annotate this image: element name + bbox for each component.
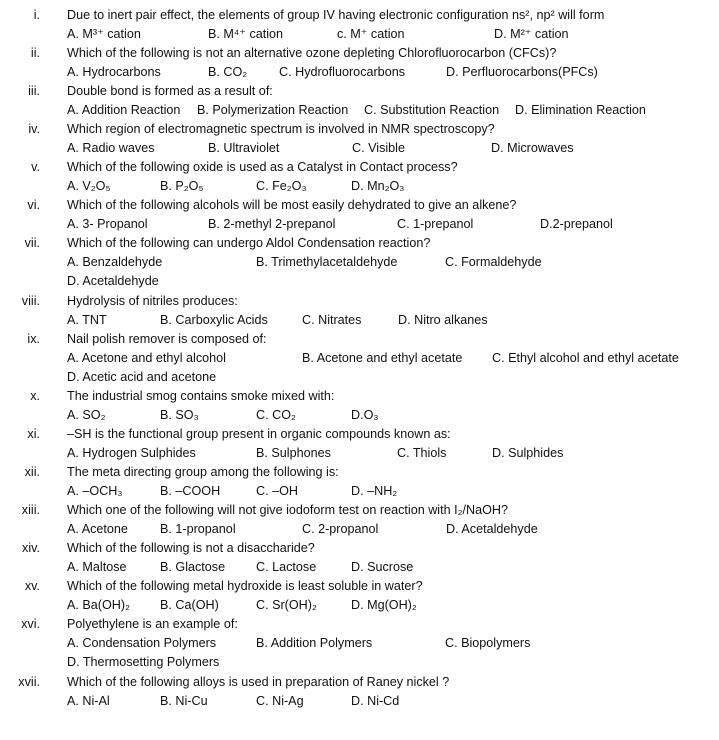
- answer-option[interactable]: A. Hydrogen Sulphides: [67, 446, 196, 460]
- question-text: Due to inert pair effect, the elements of group IV having electronic configuration ns², np² will form: [67, 8, 605, 22]
- answer-option[interactable]: B. CO₂: [208, 65, 248, 79]
- question-number: x.: [30, 389, 40, 403]
- answer-option[interactable]: A. Ba(OH)₂: [67, 598, 130, 612]
- answer-option[interactable]: D. Sucrose: [351, 560, 414, 574]
- answer-option[interactable]: D.O₃: [351, 408, 379, 422]
- answer-option[interactable]: C. Sr(OH)₂: [256, 598, 317, 612]
- question-text: –SH is the functional group present in organic compounds known as:: [67, 427, 451, 441]
- question-number: viii.: [21, 294, 40, 308]
- answer-option[interactable]: D. Sulphides: [492, 446, 564, 460]
- question-number: vi.: [27, 198, 40, 212]
- answer-option[interactable]: A. Maltose: [67, 560, 127, 574]
- answer-option[interactable]: B. 1-propanol: [160, 522, 236, 536]
- question-number: xv.: [24, 579, 40, 593]
- question-number: ix.: [27, 332, 40, 346]
- question-number: iv.: [28, 122, 40, 136]
- answer-option[interactable]: D. Perfluorocarbons(PFCs): [446, 65, 598, 79]
- answer-option[interactable]: D.2-prepanol: [540, 217, 613, 231]
- answer-option[interactable]: A. 3- Propanol: [67, 217, 148, 231]
- answer-option[interactable]: D. –NH₂: [351, 484, 398, 498]
- answer-option[interactable]: B. Sulphones: [256, 446, 331, 460]
- answer-option[interactable]: C. Visible: [352, 141, 405, 155]
- answer-option[interactable]: A. Acetone: [67, 522, 128, 536]
- question-text: Which of the following can undergo Aldol Condensation reaction?: [67, 236, 431, 250]
- question-text: Which of the following alcohols will be most easily dehydrated to give an alkene?: [67, 198, 517, 212]
- question-text: Polyethylene is an example of:: [67, 617, 238, 631]
- question-text: Which of the following alloys is used in preparation of Raney nickel ?: [67, 675, 450, 689]
- answer-option[interactable]: D. Nitro alkanes: [398, 313, 488, 327]
- answer-option[interactable]: A. TNT: [67, 313, 107, 327]
- answer-option[interactable]: A. Benzaldehyde: [67, 255, 163, 269]
- question-text: The industrial smog contains smoke mixed with:: [67, 389, 335, 403]
- answer-option[interactable]: C. Formaldehyde: [445, 255, 542, 269]
- answer-option[interactable]: B. Acetone and ethyl acetate: [302, 351, 463, 365]
- question-number: xvii.: [18, 675, 40, 689]
- answer-option[interactable]: A. SO₂: [67, 408, 106, 422]
- answer-option[interactable]: B. 2-methyl 2-prepanol: [208, 217, 336, 231]
- answer-option[interactable]: C. Substitution Reaction: [364, 103, 500, 117]
- answer-option[interactable]: B. SO₃: [160, 408, 199, 422]
- answer-option[interactable]: A. M³⁺ cation: [67, 27, 141, 41]
- question-number: xii.: [24, 465, 40, 479]
- answer-option[interactable]: D. Mg(OH)₂: [351, 598, 417, 612]
- question-number: xiii.: [21, 503, 40, 517]
- answer-option[interactable]: c. M⁺ cation: [337, 27, 405, 41]
- answer-option[interactable]: B. M⁴⁺ cation: [208, 27, 284, 41]
- answer-option[interactable]: B. Carboxylic Acids: [160, 313, 268, 327]
- answer-option[interactable]: D. Microwaves: [491, 141, 574, 155]
- answer-option[interactable]: C. Fe₂O₃: [256, 179, 307, 193]
- answer-option[interactable]: A. Addition Reaction: [67, 103, 181, 117]
- answer-option[interactable]: C. CO₂: [256, 408, 296, 422]
- answer-option[interactable]: A. V₂O₅: [67, 179, 111, 193]
- question-number: iii.: [28, 84, 40, 98]
- question-text: Which of the following metal hydroxide is least soluble in water?: [67, 579, 423, 593]
- answer-option[interactable]: C. 1-prepanol: [397, 217, 474, 231]
- answer-option[interactable]: B. –COOH: [160, 484, 221, 498]
- answer-option[interactable]: C. Nitrates: [302, 313, 362, 327]
- question-number: vii.: [24, 236, 40, 250]
- question-text: Which of the following is not an alternative ozone depleting Chlorofluorocarbon (CFCs)?: [67, 46, 557, 60]
- answer-option[interactable]: C. Lactose: [256, 560, 317, 574]
- answer-option[interactable]: D. Acetaldehyde: [446, 522, 538, 536]
- answer-option[interactable]: A. Radio waves: [67, 141, 155, 155]
- answer-option[interactable]: B. Polymerization Reaction: [197, 103, 349, 117]
- answer-option[interactable]: C. Ethyl alcohol and ethyl acetate: [492, 351, 679, 365]
- question-number: ii.: [30, 46, 40, 60]
- answer-option[interactable]: C. –OH: [256, 484, 298, 498]
- answer-option[interactable]: A. Condensation Polymers: [67, 636, 217, 650]
- answer-option[interactable]: A. Hydrocarbons: [67, 65, 161, 79]
- answer-option[interactable]: B. Ca(OH): [160, 598, 219, 612]
- question-text: Nail polish remover is composed of:: [67, 332, 267, 346]
- question-text: Hydrolysis of nitriles produces:: [67, 294, 238, 308]
- answer-option[interactable]: C. 2-propanol: [302, 522, 379, 536]
- answer-option[interactable]: D. Acetic acid and acetone: [67, 370, 217, 384]
- question-text: Which one of the following will not give iodoform test on reaction with I₂/NaOH?: [67, 503, 508, 517]
- answer-option[interactable]: D. Elimination Reaction: [515, 103, 646, 117]
- question-text: Which region of electromagnetic spectrum is involved in NMR spectroscopy?: [67, 122, 495, 136]
- answer-option[interactable]: B. Trimethylacetaldehyde: [256, 255, 398, 269]
- answer-option[interactable]: C. Biopolymers: [445, 636, 531, 650]
- answer-option[interactable]: A. –OCH₃: [67, 484, 123, 498]
- answer-option[interactable]: D. Acetaldehyde: [67, 274, 159, 288]
- answer-option[interactable]: B. Ultraviolet: [208, 141, 280, 155]
- question-number: xvi.: [21, 617, 40, 631]
- question-number: xi.: [27, 427, 40, 441]
- answer-option[interactable]: D. Mn₂O₃: [351, 179, 405, 193]
- answer-option[interactable]: B. Glactose: [160, 560, 226, 574]
- answer-option[interactable]: B. Addition Polymers: [256, 636, 373, 650]
- question-text: Double bond is formed as a result of:: [67, 84, 273, 98]
- answer-option[interactable]: D. Ni-Cd: [351, 694, 400, 708]
- answer-option[interactable]: B. Ni-Cu: [160, 694, 208, 708]
- answer-option[interactable]: A. Ni-Al: [67, 694, 110, 708]
- answer-option[interactable]: A. Acetone and ethyl alcohol: [67, 351, 226, 365]
- answer-option[interactable]: C. Ni-Ag: [256, 694, 304, 708]
- answer-option[interactable]: D. M²⁺ cation: [494, 27, 569, 41]
- question-number: v.: [31, 160, 40, 174]
- question-number: i.: [33, 8, 40, 22]
- question-text: Which of the following is not a disaccharide?: [67, 541, 315, 555]
- question-text: The meta directing group among the following is:: [67, 465, 339, 479]
- answer-option[interactable]: D. Thermosetting Polymers: [67, 655, 220, 669]
- answer-option[interactable]: C. Hydrofluorocarbons: [279, 65, 405, 79]
- answer-option[interactable]: B. P₂O₅: [160, 179, 204, 193]
- question-number: xiv.: [22, 541, 40, 555]
- question-text: Which of the following oxide is used as a Catalyst in Contact process?: [67, 160, 458, 174]
- answer-option[interactable]: C. Thiols: [397, 446, 447, 460]
